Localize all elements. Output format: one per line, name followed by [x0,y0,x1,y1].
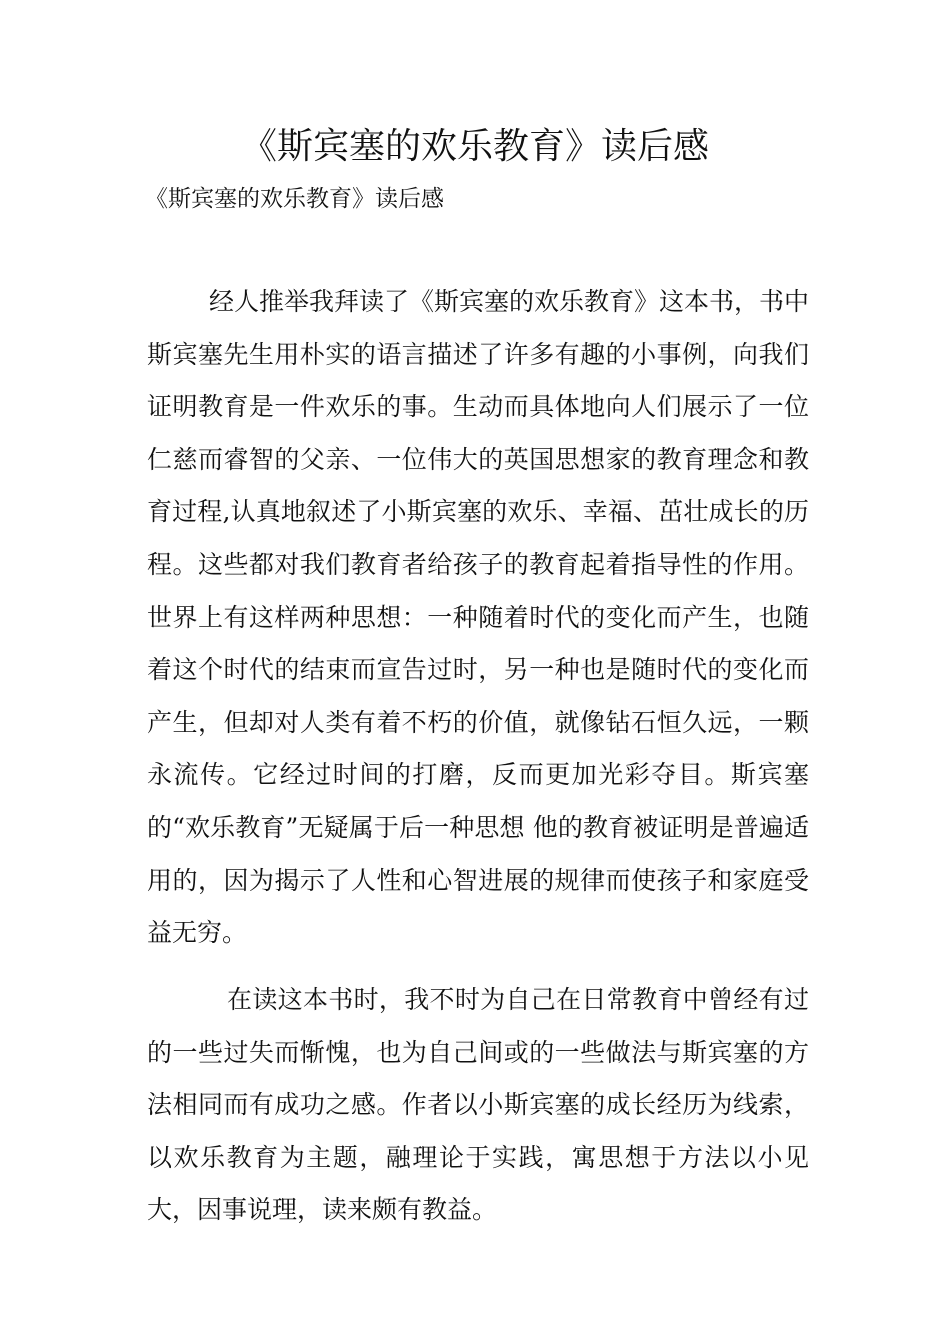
document-subtitle: 《斯宾塞的欢乐教育》读后感 [145,186,444,212]
document-title: 《斯宾塞的欢乐教育》读后感 [240,126,709,167]
body-paragraph-2: 在读这本书时，我不时为自己在日常教育中曾经有过的一些过失而惭愧，也为自己间或的一些做法与斯宾塞的方法相同而有成功之感。作者以小斯宾塞的成长经历为线索，以欢乐教育为主题，融理论于实践，寓思想于方法以小见大，因事说理，读来颇有教益。 [147,985,809,1225]
body-paragraph-1: 经人推举我拜读了《斯宾塞的欢乐教育》这本书，书中斯宾塞先生用朴实的语言描述了许多有趣的小事例，向我们证明教育是一件欢乐的事。生动而具体地向人们展示了一位仁慈而睿智的父亲、一位伟大的英国思想家的教育理念和教育过程,认真地叙述了小斯宾塞的欢乐、幸福、茁壮成长的历程。这些都对我们教育者给孩子的教育起着指导性的作用。世界上有这样两种思想：一种随着时代的变化而产生，也随着这个时代的结束而宣告过时，另一种也是随时代的变化而产生，但却对人类有着不朽的价值，就像钻石恒久远，一颗永流传。它经过时间的打磨，反而更加光彩夺目。斯宾塞的“欢乐教育”无疑属于后一种思想 他的教育被证明是普遍适用的，因为揭示了人性和心智进展的规律而使孩子和家庭受益无穷。 [147,287,810,948]
